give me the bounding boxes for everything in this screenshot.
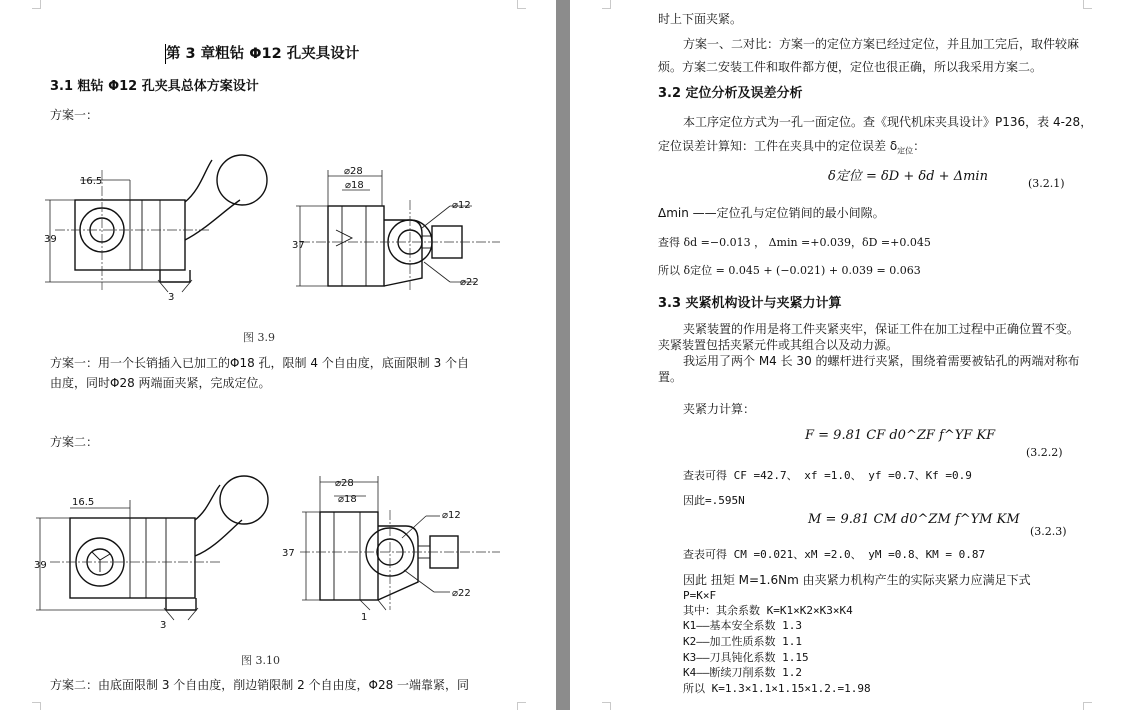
corner-mark [602, 0, 611, 9]
corner-mark [1083, 702, 1092, 710]
fig2-front-view [36, 476, 268, 620]
figure-3-9-caption: 图 3.9 [243, 331, 275, 344]
k-line-4: K3——刀具钝化系数 1.15 [683, 651, 809, 664]
section-3-3-title: 3.3 夹紧机构设计与夹紧力计算 [658, 296, 842, 311]
scheme1-label: 方案一： [50, 108, 99, 122]
fig1-dim-3: 3 [168, 292, 175, 303]
fig2-dim-16-5: 16.5 [72, 497, 95, 508]
document-page-right [570, 0, 1123, 710]
fig1-dim-phi18: ⌀18 [345, 180, 364, 191]
clamp-para-line1: 夹紧装置的作用是将工件夹紧夹牢，保证工件在加工过程中正确位置不变。 [683, 322, 1080, 336]
fig1-dim-16-5: 16.5 [80, 176, 103, 187]
equation-3-2-2-number: (3.2.2) [1026, 446, 1063, 459]
fig2-dim-39: 39 [34, 560, 47, 571]
corner-mark [1083, 0, 1092, 9]
equation-3-2-3-number: (3.2.3) [1030, 525, 1067, 538]
fig2-dim-1: 1 [361, 612, 368, 623]
scheme2-label: 方案二： [50, 435, 99, 449]
k-line-1: 其中：其余系数 K=K1×K2×K3×K4 [683, 604, 853, 617]
fig1-dim-37: 37 [292, 240, 305, 251]
section-3-2-para-line1: 本工序定位方式为一孔一面定位。查《现代机床夹具设计》P136，表 4-28， [683, 115, 1093, 129]
pkf-line: P=K×F [683, 589, 717, 602]
fig2-dim-phi12: ⌀12 [442, 510, 461, 521]
k-line-3: K2——加工性质系数 1.1 [683, 635, 802, 648]
k-result-line: 所以 K=1.3×1.1×1.15×1.2.=1.98 [683, 682, 871, 695]
delta-min-definition: Δmin ——定位孔与定位销间的最小间隙。 [658, 206, 885, 220]
corner-mark [32, 0, 41, 9]
fig2-dim-phi22: ⌀22 [452, 588, 471, 599]
clamp-para-line2: 夹紧装置包括夹紧元件或其组合以及动力源。 [658, 338, 899, 352]
continuation-line: 时上下面夹紧。 [658, 12, 743, 26]
corner-mark [32, 702, 41, 710]
fig1-dim-phi12: ⌀12 [452, 200, 471, 211]
corner-mark [602, 702, 611, 710]
equation-3-2-1: δ定位 = δD + δd + Δmin [828, 169, 988, 184]
equation-3-2-1-number: (3.2.1) [1028, 177, 1065, 190]
table-values-line2: 查表可得 CM =0.021、xM =2.0、 yM =0.8、KM = 0.87 [683, 548, 986, 561]
subscript-dingwei: 定位 [897, 146, 914, 156]
thus-force-line: 因此=.595N [683, 494, 745, 507]
positioning-error-result: 所以 δ定位 = 0.045 + (−0.021) + 0.039 = 0.063 [658, 264, 921, 277]
fig1-dim-39: 39 [44, 234, 57, 245]
table-values-line1: 查表可得 CF =42.7、 xf =1.0、 yf =0.7、Kf =0.9 [683, 469, 972, 482]
chapter-title: 第 3 章粗钻 Φ12 孔夹具设计 [166, 46, 360, 62]
k-line-2: K1——基本安全系数 1.3 [683, 619, 802, 632]
section-3-2-para-line2: 定位误差计算知：工件在夹具中的定位误差 $\delta_{定位}$： [658, 139, 926, 156]
torque-line: 因此 扭矩 M=1.6Nm 由夹紧力机构产生的实际夹紧力应满足下式 [683, 573, 1031, 587]
section-3-2-title: 3.2 定位分析及误差分析 [658, 86, 803, 101]
clamp-force-calc-label: 夹紧力计算： [683, 402, 756, 416]
scheme1-desc-line2: 由度，同时Φ28 两端面夹紧，完成定位。 [50, 376, 271, 390]
comparison-line2: 烦。方案二安装工件和取件都方便，定位也很正确，所以我采用方案二。 [658, 60, 1043, 74]
equation-3-2-2: F = 9.81 CF d0^ZF f^YF KF [805, 428, 996, 443]
fig1-dim-phi22: ⌀22 [460, 277, 479, 288]
k-line-5: K4——断续刀削系数 1.2 [683, 666, 802, 679]
fig1-side-view [296, 170, 500, 290]
fig2-dim-phi28: ⌀28 [335, 478, 354, 489]
scheme1-desc-line1: 方案一：用一个长销插入已加工的Φ18 孔，限制 4 个自由度，底面限制 3 个自 [50, 356, 470, 370]
clamp-para-line3: 我运用了两个 M4 长 30 的螺杆进行夹紧，围绕着需要被钻孔的两端对称布 [683, 354, 1080, 368]
fig2-dim-37: 37 [282, 548, 295, 559]
corner-mark [517, 0, 526, 9]
figure-3-10-caption: 图 3.10 [241, 654, 280, 667]
document-page-left [0, 0, 556, 710]
fig2-dim-3: 3 [160, 620, 167, 631]
fig2-dim-phi18: ⌀18 [338, 494, 357, 505]
fig1-dim-phi28: ⌀28 [344, 166, 363, 177]
figure-3-9-drawing [30, 130, 520, 315]
clamp-para-line4: 置。 [658, 370, 683, 384]
comparison-line1: 方案一、二对比：方案一的定位方案已经过定位，并且加工完后，取件较麻 [683, 37, 1080, 51]
checked-values-line: 查得 δd =−0.013 ， Δmin =+0.039，δD =+0.045 [658, 236, 931, 249]
equation-3-2-3: M = 9.81 CM d0^ZM f^YM KM [808, 512, 1020, 527]
section-title: 3.1 粗钻 Φ12 孔夹具总体方案设计 [50, 79, 259, 94]
figure-3-10-drawing [30, 460, 520, 640]
scheme2-desc: 方案二：由底面限制 3 个自由度，削边销限制 2 个自由度，Φ28 一端靠紧，同 [50, 678, 470, 692]
fig1-front-view [45, 155, 267, 292]
corner-mark [517, 702, 526, 710]
